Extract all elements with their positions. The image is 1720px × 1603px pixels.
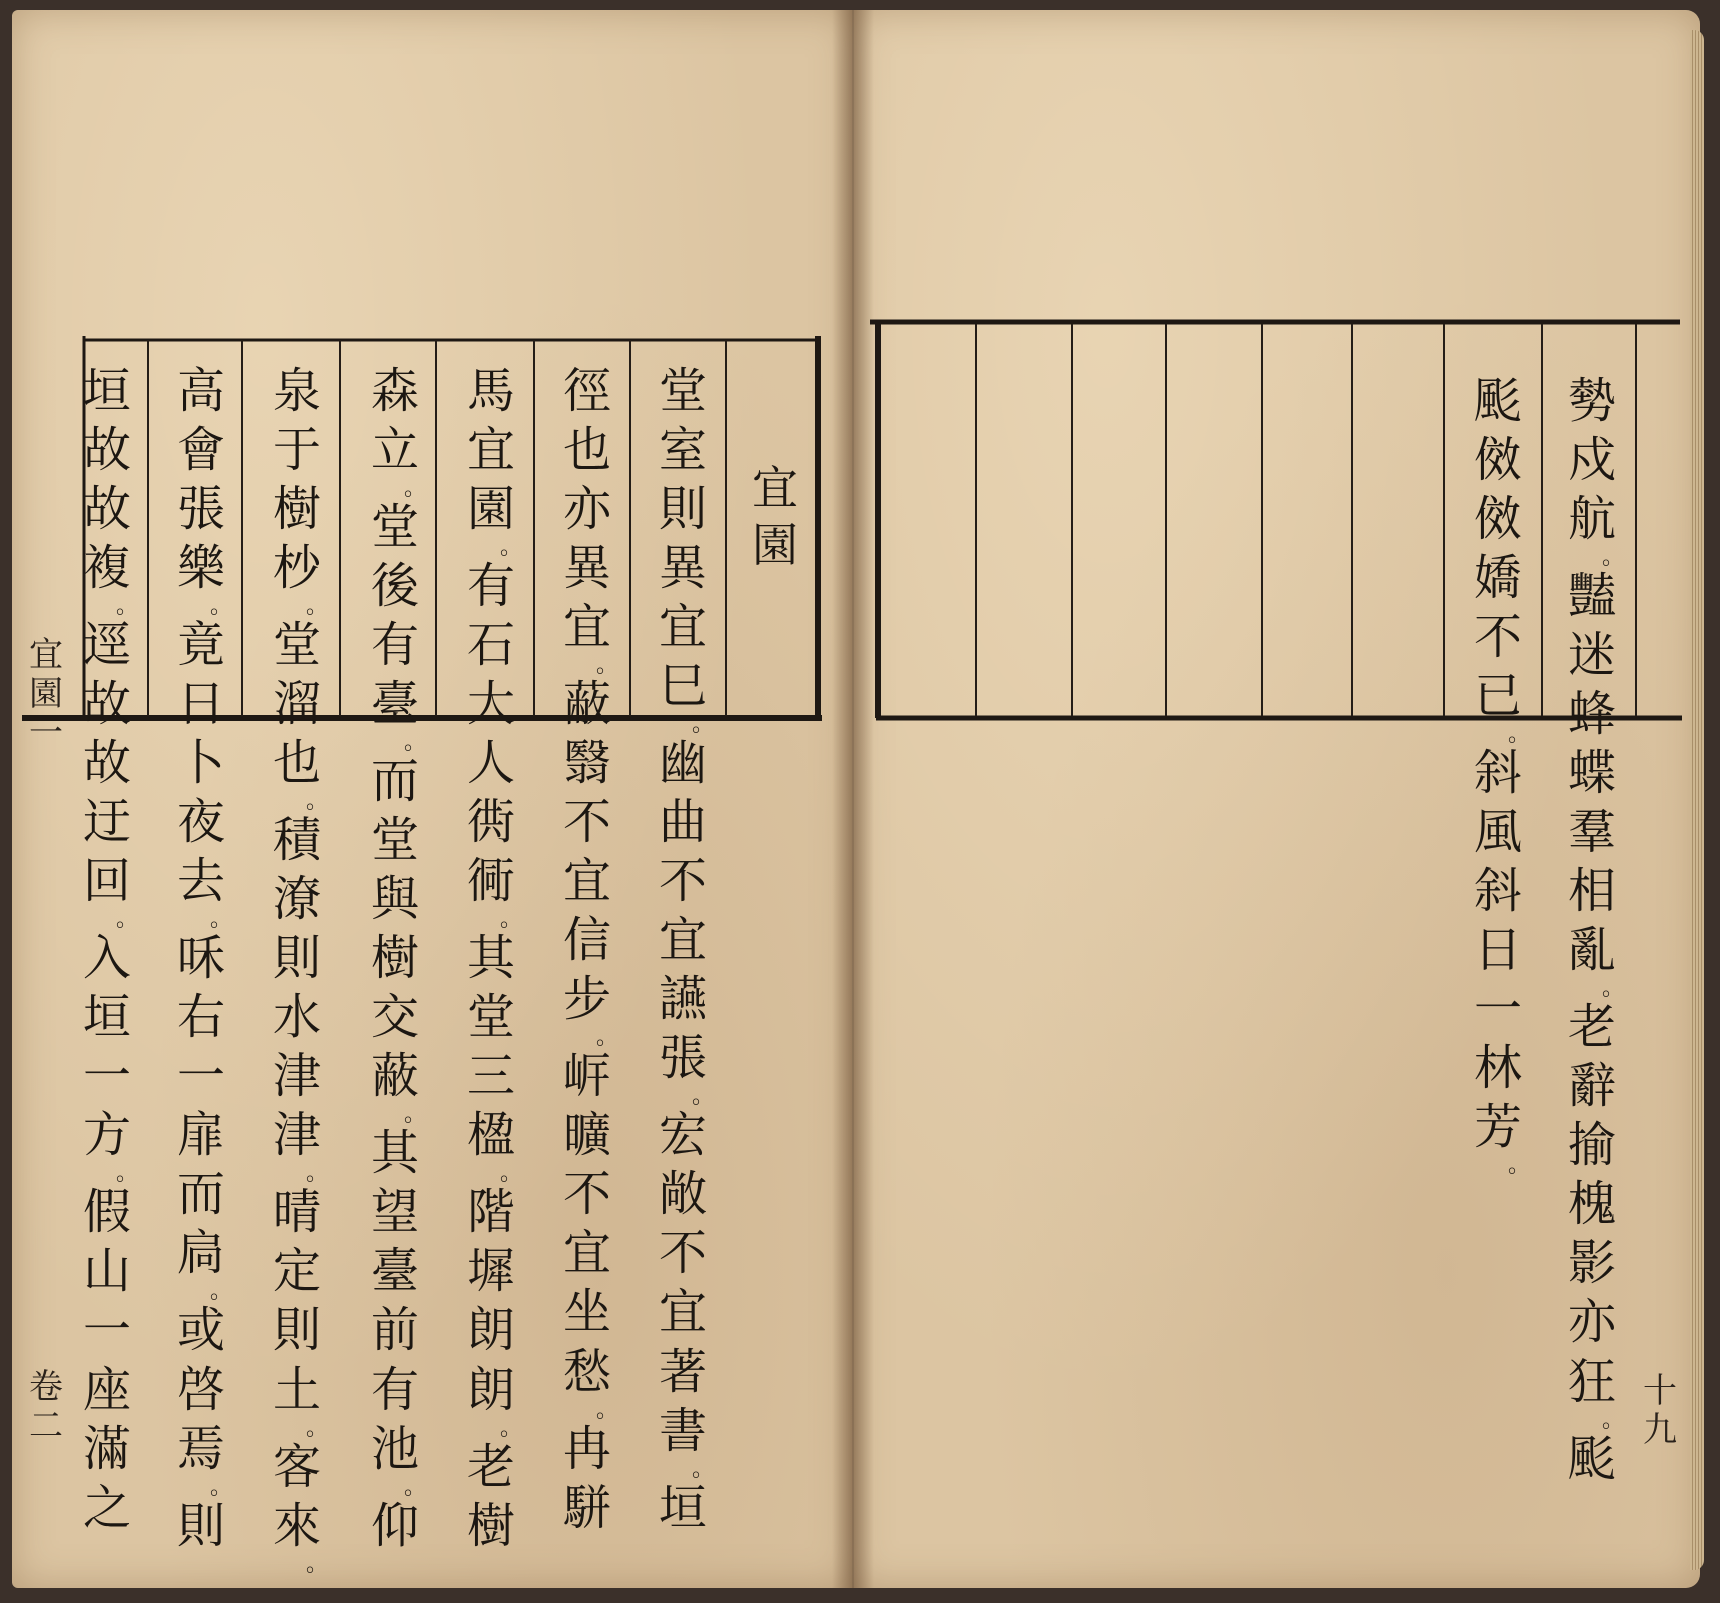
margin-title: 宜 園 一 [29,635,63,754]
right-text-column-2: 颩 傚 傚 嬌 不 已 。 斜 風 斜 日 一 林 芳 。 [1473,373,1530,1179]
text-column-7: 垣 故 故 複 。 逕 故 故 迂 回 。 入 垣 一 方 。 假 山 一 座 滿 之 [82,363,138,1536]
text-column-2: 徑 也 亦 異 宜 。 蔽 翳 不 宜 信 步 。 㟁 曠 不 宜 坐 愁 。 冉 駢 [562,363,618,1536]
section-heading: 宜 園 [752,461,798,572]
text-column-4: 森 立 。 堂 後 有 臺 。 而 堂 與 樹 交 蔽 。 其 望 臺 前 有 池 。 仰 [370,363,426,1554]
text-column-5: 泉 于 樹 杪 。 堂 溜 也 。 積 潦 則 水 津 津 。 晴 定 則 土 。 客 來 。 [272,363,328,1577]
right-text-column-1: 勢 戍 航 。 豔 迷 蜂 蝶 羣 相 亂 。 老 辭 揄 槐 影 亦 狂 。 颩 [1567,373,1624,1487]
text-column-6: 高 會 張 樂 。 竟 日 卜 夜 去 。 咊 右 一 扉 而 扃 。 或 啓 焉 。 則 [176,363,232,1554]
text-column-1: 堂 室 則 異 宜 巳 。 幽 曲 不 宜 讌 張 。 宏 敞 不 宜 著 書 。 垣 [658,363,714,1536]
text-column-3: 馬 宜 園 。 有 石 大 人 衖 衕 。 其 堂 三 楹 。 階 墀 朗 朗 。 老 樹 [466,363,522,1554]
folio-number: 十 九 [1643,1371,1677,1451]
margin-volume: 卷 二 [29,1367,63,1447]
